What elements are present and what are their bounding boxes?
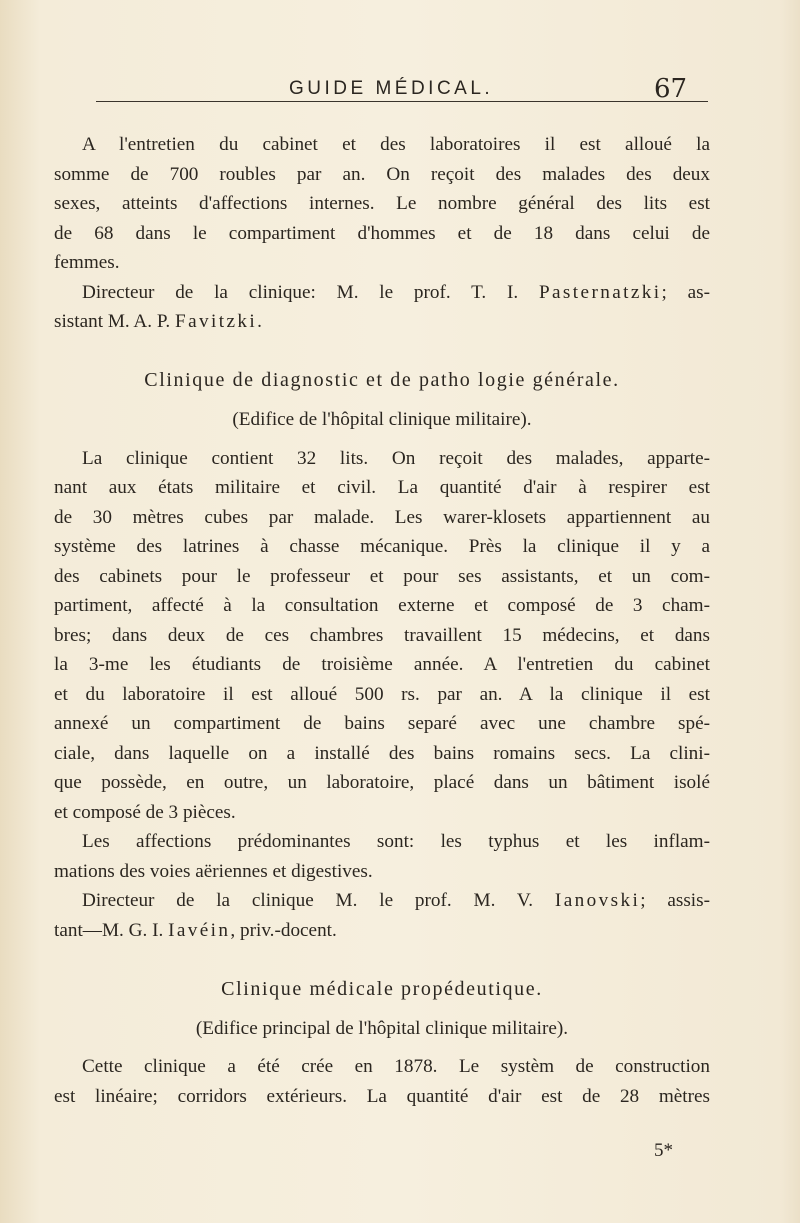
text-line: la 3-me les étudiants de troisième année. A l'entretien du cabinet <box>54 654 710 675</box>
signature-mark: 5* <box>654 1140 673 1161</box>
person-name: Ianovski <box>554 890 641 911</box>
text-line: partiment, affecté à la consultation externe et composé de 3 cham- <box>54 595 710 616</box>
section-subheading: (Edifice principal de l'hôpital clinique militaire). <box>195 1017 569 1039</box>
text-run: ; as- <box>661 281 710 303</box>
text-line: et du laboratoire il est alloué 500 rs. par an. A la clinique il est <box>54 683 710 705</box>
person-name: Iavéin <box>168 919 231 941</box>
text-line: annexé un compartiment de bains separé avec une chambre spé- <box>54 713 710 734</box>
text-line: des cabinets pour le professeur et pour ses assistants, et un com- <box>54 565 710 587</box>
text-line <box>54 307 710 337</box>
section-heading: Clinique de diagnostic et de patho logie générale. <box>144 369 620 391</box>
text-line: La clinique contient 32 lits. On reçoit des malades, apparte- <box>82 447 710 469</box>
text-run: . <box>257 311 262 332</box>
text-run: , priv.-docent. <box>230 919 337 941</box>
text-line: nant aux états militaire et civil. La quantité d'air à respirer est <box>54 477 710 498</box>
text-line: somme de 700 roubles par an. On reçoit des malades des deux <box>54 163 710 185</box>
page-header <box>0 74 800 118</box>
text-line: A l'entretien du cabinet et des laboratoires il est alloué la <box>82 134 710 155</box>
text-run: ; assis- <box>640 890 710 911</box>
text-line: et composé de 3 pièces. <box>54 801 236 823</box>
text-line: femmes. <box>54 252 120 273</box>
text-line: bres; dans deux de ces chambres travaillent 15 médecins, et dans <box>54 624 710 646</box>
page-number: 67 <box>654 74 688 104</box>
text-run: Directeur de la clinique M. le prof. M. V. <box>82 890 555 911</box>
text-line: sexes, atteints d'affections internes. Le nombre général des lits est <box>54 193 710 214</box>
person-name: Pasternatzki <box>538 281 662 303</box>
text-line: système des latrines à chasse mécanique. Près la clinique il y a <box>54 536 710 557</box>
section-subheading: (Edifice de l'hôpital clinique militaire). <box>232 409 532 430</box>
running-title: GUIDE MÉDICAL. <box>289 78 494 99</box>
text-line <box>54 278 710 308</box>
text-run: tant—M. G. I. <box>54 919 169 941</box>
section-heading: Clinique médicale propédeutique. <box>221 977 543 1000</box>
text-line: est linéaire; corridors extérieurs. La quantité d'air est de 28 mètres <box>54 1085 710 1107</box>
text-line: ciale, dans laquelle on a installé des bains romains secs. La clini- <box>54 742 710 764</box>
text-line <box>54 916 710 946</box>
text-run: sistant M. A. P. <box>54 311 176 332</box>
text-line: que possède, en outre, un laboratoire, placé dans un bâtiment isolé <box>54 772 710 793</box>
body-text <box>54 130 710 1111</box>
text-run: Directeur de la clinique: M. le prof. T. I. <box>82 281 539 303</box>
text-line: Les affections prédominantes sont: les typhus et les inflam- <box>82 831 710 852</box>
text-line <box>54 886 710 916</box>
header-rule <box>96 101 708 102</box>
text-line: de 68 dans le compartiment d'hommes et de 18 dans celui de <box>54 222 710 244</box>
text-line: de 30 mètres cubes par malade. Les warer-klosets appartiennent au <box>54 506 710 528</box>
person-name: Favitzki <box>175 311 258 332</box>
text-line: mations des voies aëriennes et digestives. <box>54 860 373 882</box>
text-line: Cette clinique a été crée en 1878. Le systèm de construction <box>82 1056 710 1077</box>
